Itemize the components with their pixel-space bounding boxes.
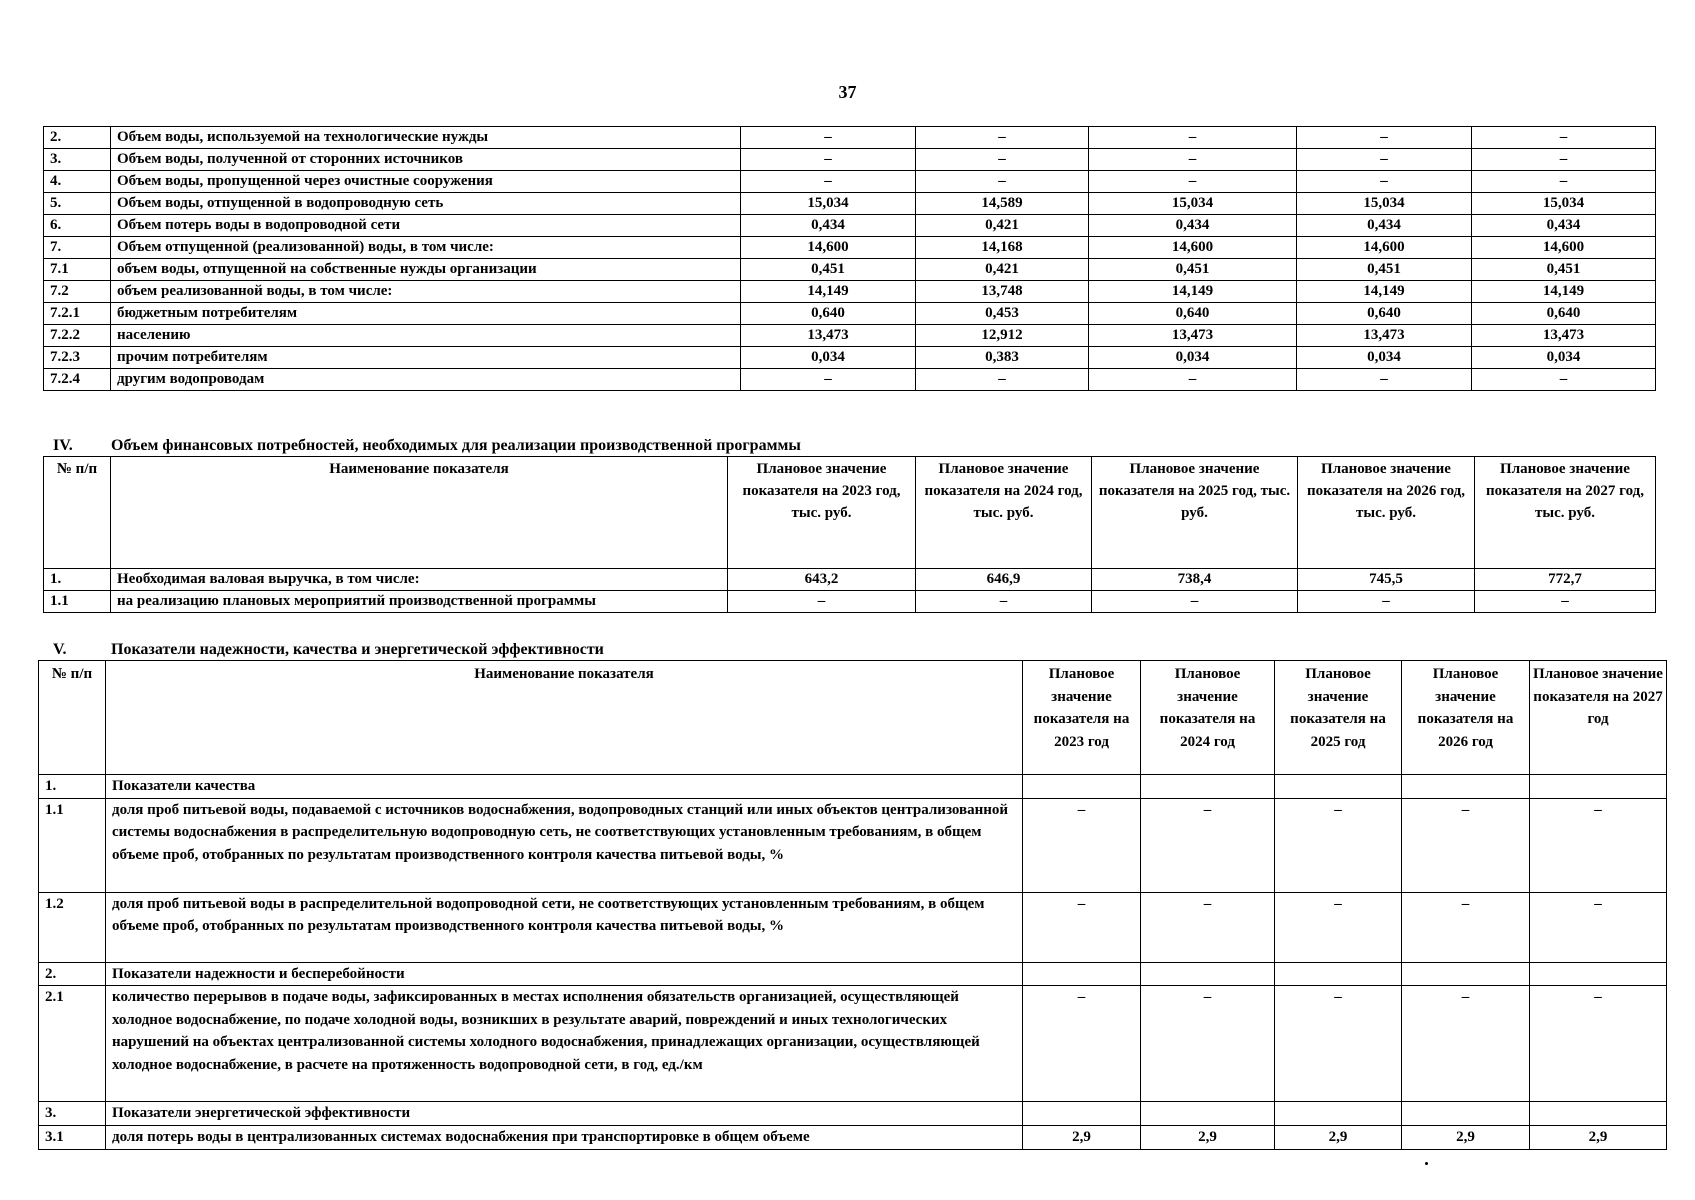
row-value [1023, 962, 1141, 986]
row-value: 2,9 [1530, 1125, 1667, 1149]
row-value: – [1297, 171, 1472, 193]
row-number: 7. [44, 237, 111, 259]
row-value: – [916, 127, 1089, 149]
row-value: 0,640 [741, 303, 916, 325]
row-value: – [1023, 892, 1141, 962]
row-name: объем реализованной воды, в том числе: [111, 281, 741, 303]
row-value: 643,2 [728, 569, 916, 591]
row-value: 13,473 [1089, 325, 1297, 347]
row-value: – [1402, 892, 1530, 962]
row-name: прочим потребителям [111, 347, 741, 369]
row-value: – [728, 591, 916, 613]
row-number: 2.1 [39, 986, 106, 1102]
row-value: 745,5 [1298, 569, 1475, 591]
row-value: 2,9 [1023, 1125, 1141, 1149]
table-row [44, 369, 1656, 391]
row-name: доля потерь воды в централизованных системах водоснабжения при транспортировке в общем объеме [106, 1125, 1023, 1149]
row-value [1402, 962, 1530, 986]
row-value: – [916, 591, 1092, 613]
row-value: 0,451 [741, 259, 916, 281]
header-year-2026: Плановое значение показателя на 2026 год, тыс. руб. [1298, 457, 1475, 569]
row-value: – [1530, 798, 1667, 892]
row-number: 1.1 [39, 798, 106, 892]
row-value: – [1298, 591, 1475, 613]
scan-dot [1425, 1162, 1428, 1165]
row-value: 0,383 [916, 347, 1089, 369]
row-value: – [741, 369, 916, 391]
row-value: 15,034 [1297, 193, 1472, 215]
row-number: 2. [44, 127, 111, 149]
row-name: Объем воды, используемой на технологические нужды [111, 127, 741, 149]
row-number: 3. [39, 1102, 106, 1126]
row-value: 0,034 [741, 347, 916, 369]
row-value: – [741, 127, 916, 149]
table-row [44, 325, 1656, 347]
row-value: 0,434 [1472, 215, 1656, 237]
section-4-title: Объем финансовых потребностей, необходимых для реализации производственной программы [111, 437, 801, 454]
row-value: 0,640 [1089, 303, 1297, 325]
row-value: – [1472, 149, 1656, 171]
row-value: 0,453 [916, 303, 1089, 325]
row-value: – [1092, 591, 1298, 613]
row-value: – [1275, 986, 1402, 1102]
table-row [44, 171, 1656, 193]
header-year-2024: Плановое значение показателя на 2024 год, тыс. руб. [916, 457, 1092, 569]
row-value: – [1089, 149, 1297, 171]
row-value: – [1402, 986, 1530, 1102]
row-number: 7.2.4 [44, 369, 111, 391]
row-number: 7.1 [44, 259, 111, 281]
row-value: 0,421 [916, 215, 1089, 237]
row-number: 7.2.3 [44, 347, 111, 369]
table-row [44, 149, 1656, 171]
row-value: – [1402, 798, 1530, 892]
row-value: 0,640 [1472, 303, 1656, 325]
header-year-2027: Плановое значение показателя на 2027 год, тыс. руб. [1475, 457, 1656, 569]
table-row [44, 193, 1656, 215]
row-number: 2. [39, 962, 106, 986]
row-number: 7.2.1 [44, 303, 111, 325]
row-value: – [1475, 591, 1656, 613]
row-name: объем воды, отпущенной на собственные нужды организации [111, 259, 741, 281]
section-4-heading [43, 437, 801, 455]
table-row [44, 569, 1656, 591]
row-value [1141, 1102, 1275, 1126]
row-number: 3.1 [39, 1125, 106, 1149]
row-value: 0,451 [1472, 259, 1656, 281]
row-value: 0,451 [1089, 259, 1297, 281]
table-row [44, 127, 1656, 149]
row-number: 1.1 [44, 591, 111, 613]
row-number: 6. [44, 215, 111, 237]
row-value: 0,034 [1297, 347, 1472, 369]
row-value: 2,9 [1402, 1125, 1530, 1149]
row-value: – [1472, 369, 1656, 391]
row-value: – [1089, 171, 1297, 193]
row-value: – [1141, 798, 1275, 892]
financial-needs-table [43, 456, 1656, 613]
table-row [39, 962, 1667, 986]
row-value: 772,7 [1475, 569, 1656, 591]
row-value: 738,4 [1092, 569, 1298, 591]
table-row [44, 237, 1656, 259]
row-name: другим водопроводам [111, 369, 741, 391]
header-year-2026: Плановое значение показателя на 2026 год [1402, 661, 1530, 775]
row-name: количество перерывов в подаче воды, зафиксированных в местах исполнения обязательств организацией, осуществляющей холодное водоснабжение, по подаче холодной воды, возникших в результате аварий, повреждений и иных технологических нарушений на объектах централизованной системы холодного водоснабжения, принадлежащих организации, осуществляющей холодное водоснабжение, в расчете на протяженность водопроводной сети, в год, ед./км [106, 986, 1023, 1102]
row-value: 0,034 [1472, 347, 1656, 369]
header-no: № п/п [44, 457, 111, 569]
header-name: Наименование показателя [111, 457, 728, 569]
row-number: 4. [44, 171, 111, 193]
row-value: – [1472, 171, 1656, 193]
row-value: 13,473 [741, 325, 916, 347]
row-value: – [1297, 127, 1472, 149]
row-value: 2,9 [1141, 1125, 1275, 1149]
row-value [1141, 962, 1275, 986]
row-value [1023, 775, 1141, 799]
row-name: Показатели надежности и бесперебойности [106, 962, 1023, 986]
row-value: – [1275, 798, 1402, 892]
row-value [1275, 1102, 1402, 1126]
row-value: 0,434 [1089, 215, 1297, 237]
row-value [1275, 775, 1402, 799]
row-value [1402, 1102, 1530, 1126]
row-value: 13,473 [1297, 325, 1472, 347]
header-no: № п/п [39, 661, 106, 775]
row-name: доля проб питьевой воды, подаваемой с источников водоснабжения, водопроводных станций или иных объектов централизованной системы водоснабжения в распределительную водопроводную сеть, не соответствующих установленным требованиям, в общем объеме проб, отобранных по результатам производственного контроля качества питьевой воды, % [106, 798, 1023, 892]
header-year-2025: Плановое значение показателя на 2025 год [1275, 661, 1402, 775]
row-value [1141, 775, 1275, 799]
row-value [1530, 775, 1667, 799]
row-value: 15,034 [741, 193, 916, 215]
section-4-number: IV. [53, 437, 73, 454]
row-name: населению [111, 325, 741, 347]
row-name: Объем потерь воды в водопроводной сети [111, 215, 741, 237]
row-value: 13,748 [916, 281, 1089, 303]
row-value: – [1472, 127, 1656, 149]
row-value [1530, 962, 1667, 986]
row-number: 3. [44, 149, 111, 171]
table-row [39, 892, 1667, 962]
row-value: – [1530, 986, 1667, 1102]
table-row [44, 303, 1656, 325]
table-row [39, 1125, 1667, 1149]
row-name: Объем воды, отпущенной в водопроводную сеть [111, 193, 741, 215]
reliability-quality-table [38, 660, 1667, 1150]
row-value: 14,589 [916, 193, 1089, 215]
header-year-2027: Плановое значение показателя на 2027 год [1530, 661, 1667, 775]
header-name: Наименование показателя [106, 661, 1023, 775]
row-value: 13,473 [1472, 325, 1656, 347]
table-row [44, 281, 1656, 303]
row-number: 5. [44, 193, 111, 215]
row-value: – [1089, 369, 1297, 391]
row-name: бюджетным потребителям [111, 303, 741, 325]
row-value: – [1141, 986, 1275, 1102]
row-value: 14,149 [741, 281, 916, 303]
row-value [1023, 1102, 1141, 1126]
header-year-2025: Плановое значение показателя на 2025 год, тыс. руб. [1092, 457, 1298, 569]
row-number: 7.2 [44, 281, 111, 303]
row-value: 14,600 [741, 237, 916, 259]
row-value: 0,451 [1297, 259, 1472, 281]
row-number: 1.2 [39, 892, 106, 962]
row-value: – [1023, 798, 1141, 892]
row-value: 0,434 [1297, 215, 1472, 237]
row-name: Объем отпущенной (реализованной) воды, в том числе: [111, 237, 741, 259]
row-value: 14,600 [1089, 237, 1297, 259]
row-value: 14,168 [916, 237, 1089, 259]
row-value: – [741, 149, 916, 171]
water-balance-table [43, 126, 1656, 391]
row-value: – [1275, 892, 1402, 962]
table-row [39, 986, 1667, 1102]
table-row [39, 798, 1667, 892]
row-value: – [1089, 127, 1297, 149]
row-value: 14,600 [1472, 237, 1656, 259]
row-value: 14,149 [1089, 281, 1297, 303]
row-value: 12,912 [916, 325, 1089, 347]
row-value: 15,034 [1089, 193, 1297, 215]
row-number: 1. [44, 569, 111, 591]
table-row [44, 591, 1656, 613]
row-value [1275, 962, 1402, 986]
table-row [44, 259, 1656, 281]
header-year-2023: Плановое значение показателя на 2023 год, тыс. руб. [728, 457, 916, 569]
header-year-2024: Плановое значение показателя на 2024 год [1141, 661, 1275, 775]
row-value: – [1141, 892, 1275, 962]
row-number: 7.2.2 [44, 325, 111, 347]
row-value: 2,9 [1275, 1125, 1402, 1149]
section-5-heading [43, 641, 604, 659]
row-value: – [1297, 369, 1472, 391]
section-5-title: Показатели надежности, качества и энергетической эффективности [111, 641, 604, 658]
row-value: – [916, 369, 1089, 391]
row-value: – [1530, 892, 1667, 962]
page-number: 37 [838, 82, 857, 102]
row-name: на реализацию плановых мероприятий производственной программы [111, 591, 728, 613]
table-row [44, 215, 1656, 237]
row-value: 0,421 [916, 259, 1089, 281]
row-name: Объем воды, пропущенной через очистные сооружения [111, 171, 741, 193]
row-value: 14,600 [1297, 237, 1472, 259]
row-value: – [1297, 149, 1472, 171]
row-number: 1. [39, 775, 106, 799]
row-value: 0,640 [1297, 303, 1472, 325]
row-value: – [916, 171, 1089, 193]
row-value: 15,034 [1472, 193, 1656, 215]
row-value [1402, 775, 1530, 799]
row-value: 0,034 [1089, 347, 1297, 369]
row-value: 14,149 [1297, 281, 1472, 303]
row-value: – [741, 171, 916, 193]
table-row [39, 1102, 1667, 1126]
section-5-number: V. [53, 641, 67, 658]
row-name: Необходимая валовая выручка, в том числе: [111, 569, 728, 591]
header-year-2023: Плановое значение показателя на 2023 год [1023, 661, 1141, 775]
row-name: доля проб питьевой воды в распределительной водопроводной сети, не соответствующих установленным требованиям, в общем объеме проб, отобранных по результатам производственного контроля качества питьевой воды, % [106, 892, 1023, 962]
row-value: 646,9 [916, 569, 1092, 591]
row-value: 0,434 [741, 215, 916, 237]
row-value: – [1023, 986, 1141, 1102]
row-name: Объем воды, полученной от сторонних источников [111, 149, 741, 171]
row-value: 14,149 [1472, 281, 1656, 303]
table-row [44, 347, 1656, 369]
row-value [1530, 1102, 1667, 1126]
row-name: Показатели энергетической эффективности [106, 1102, 1023, 1126]
table-row [39, 775, 1667, 799]
row-name: Показатели качества [106, 775, 1023, 799]
row-value: – [916, 149, 1089, 171]
